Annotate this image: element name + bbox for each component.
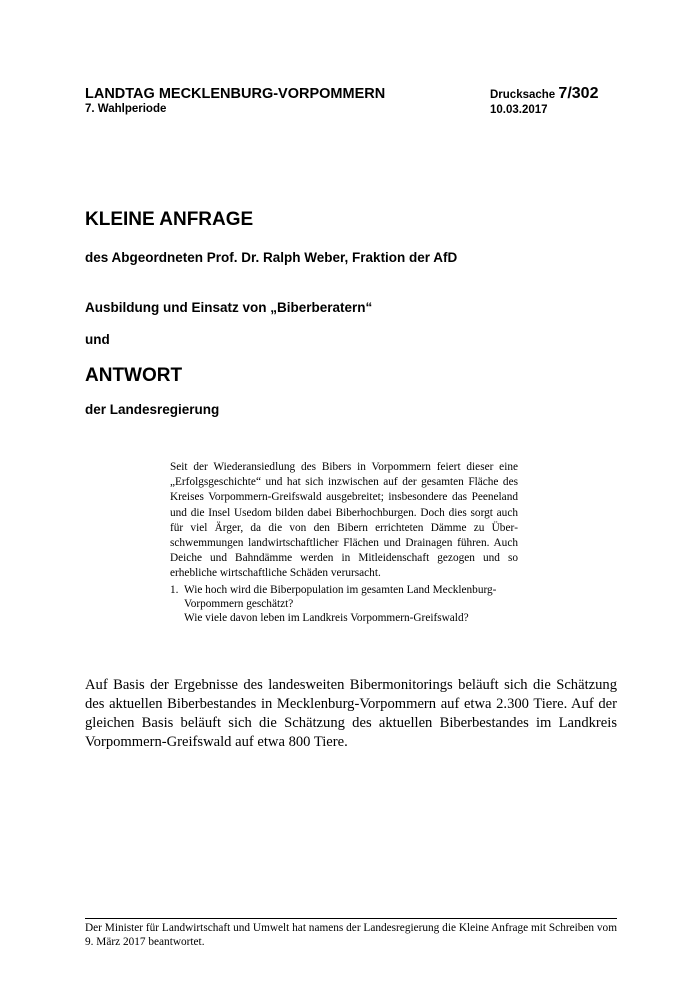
question-text-2: Wie viele davon leben im Landkreis Vorpommern-Greifswald? [184, 612, 469, 624]
question-text-1: Wie hoch wird die Biberpopulation im gesamten Land Mecklenburg-Vorpommern geschätzt? [184, 584, 497, 610]
answer-heading: ANTWORT [85, 365, 183, 386]
question-number: 1. [170, 584, 179, 596]
answer-paragraph: Auf Basis der Ergebnisse des landesweiten Bibermonitorings beläuft sich die Schätzung des aktuellen Biberbestandes in Mecklenburg-Vorpommern auf etwa 2.300 Tiere. Auf der gleichen Basis beläuft sich die Schätzung des aktuellen Biberbestandes im Landkreis Vorpommern-Greifswald auf etwa 800 Tiere. [85, 677, 617, 750]
answer-by-line: der Landesregierung [85, 402, 220, 417]
drucksache-line [490, 86, 630, 103]
footnote-divider [85, 918, 617, 919]
legislative-period: 7. Wahlperiode [85, 103, 167, 115]
drucksache-number: 7/302 [558, 85, 599, 102]
subject-line: Ausbildung und Einsatz von „Biberberatern“ [85, 300, 373, 315]
document-date: 10.03.2017 [490, 104, 548, 116]
intro-paragraph: Seit der Wiederansiedlung des Bibers in Vorpommern feiert dieser eine „Erfolgsgeschichte“ und hat sich inzwischen auf der gesamten Fläche des Kreises Vorpommern-Greifswald ausgebreitet; insbesondere das Peeneland und die Insel Usedom bilden dabei Biberhochburgen. Doch dies sorgt auch für viel Ärger, da die von den Bibern errichteten Dämme zu Überschwemmungen landwirtschaftlicher Flächen und Drainagen führen. Auch Deiche und Bahndämme werden in Mitleidenschaft gezogen und so erhebliche wirtschaftliche Schäden verursacht. [170, 461, 518, 580]
and-line: und [85, 332, 110, 347]
footnote: Der Minister für Landwirtschaft und Umwelt hat namens der Landesregierung die Kleine Anfrage mit Schreiben vom 9. März 2017 beantwortet. [85, 922, 617, 948]
document-header-left [85, 86, 485, 116]
document-header-right [490, 86, 630, 117]
document-kind: KLEINE ANFRAGE [85, 209, 254, 230]
author-line: des Abgeordneten Prof. Dr. Ralph Weber, Fraktion der AfD [85, 250, 458, 265]
parliament-name: LANDTAG MECKLENBURG-VORPOMMERN [85, 86, 386, 102]
question-item [170, 583, 520, 625]
drucksache-label: Drucksache [490, 89, 556, 101]
